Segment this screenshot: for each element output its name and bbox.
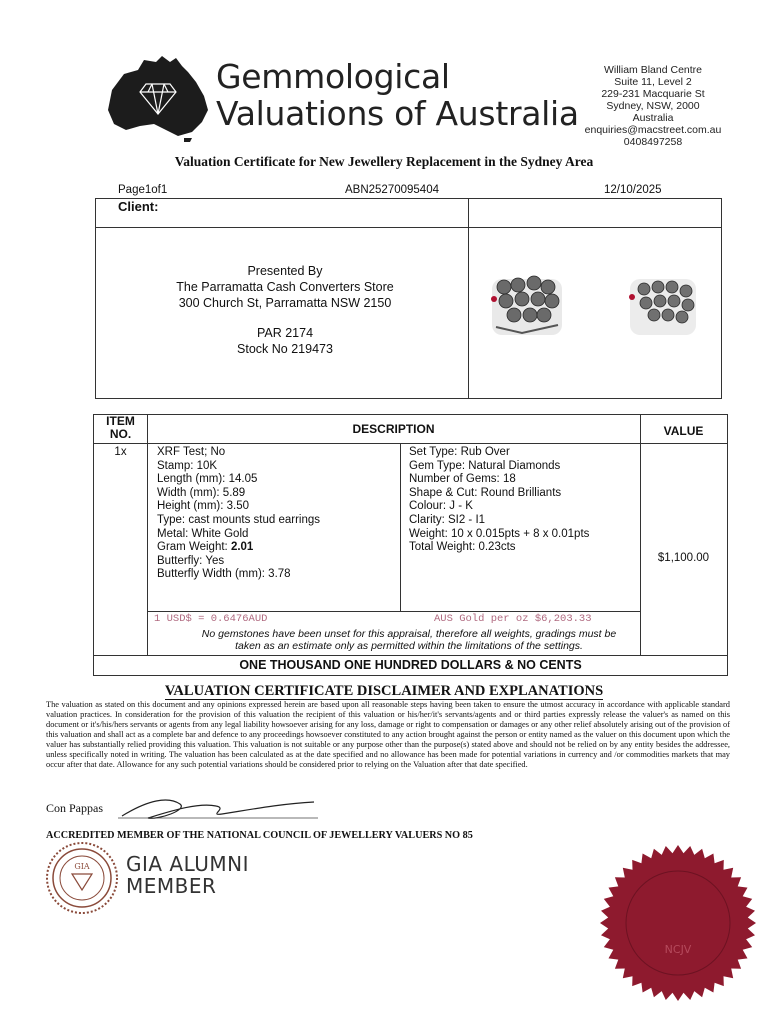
contact-line: Sydney, NSW, 2000 bbox=[606, 100, 700, 112]
desc-line: Length (mm): 14.05 bbox=[157, 473, 258, 486]
desc-line: Width (mm): 5.89 bbox=[157, 486, 246, 499]
disclaimer-title-text: VALUATION CERTIFICATE DISCLAIMER AND EXPLANATIONS bbox=[164, 683, 604, 699]
header-value: VALUE bbox=[663, 424, 704, 438]
client-box bbox=[95, 198, 722, 399]
header-item: ITEM bbox=[106, 414, 135, 428]
item-table bbox=[93, 414, 728, 676]
contact-line: Suite 11, Level 2 bbox=[614, 76, 692, 88]
earring-right-icon bbox=[629, 279, 696, 335]
presented-by: Presented By bbox=[247, 264, 323, 278]
store-address: 300 Church St, Parramatta NSW 2150 bbox=[178, 296, 392, 310]
red-wax-seal-icon bbox=[598, 843, 758, 1003]
item-qty: 1x bbox=[114, 446, 127, 458]
desc-line: Butterfly Width (mm): 3.78 bbox=[157, 568, 291, 581]
desc-line: Butterfly: Yes bbox=[157, 554, 225, 567]
description-right bbox=[409, 446, 589, 555]
australia-map-logo-icon bbox=[104, 52, 212, 142]
desc-line: Number of Gems: 18 bbox=[409, 473, 516, 486]
gemstone-note bbox=[149, 628, 669, 652]
accreditation: ACCREDITED MEMBER OF THE NATIONAL COUNCIL OF JEWELLERY VALUERS NO 85 bbox=[46, 830, 473, 841]
page-number: Page1of1 bbox=[118, 184, 168, 196]
note-line-1: No gemstones have been unset for this appraisal, therefore all weights, gradings must be bbox=[201, 628, 617, 640]
valuer-name: Con Pappas bbox=[46, 801, 103, 815]
gia-alumni-text bbox=[126, 853, 249, 897]
desc-line: Type: cast mounts stud earrings bbox=[157, 513, 320, 526]
client-header-row bbox=[96, 199, 721, 228]
desc-line: Gem Type: Natural Diamonds bbox=[409, 459, 561, 472]
red-seal-text: NCJV bbox=[664, 943, 692, 956]
certificate-title: Valuation Certificate for New Jewellery Replacement in the Sydney Area bbox=[174, 154, 594, 169]
table-footer-line bbox=[147, 611, 640, 612]
earrings-photo bbox=[482, 257, 712, 357]
desc-line: Total Weight: 0.23cts bbox=[409, 541, 516, 554]
gia-seal-text: GIA bbox=[74, 862, 90, 871]
desc-line: Shape & Cut: Round Brilliants bbox=[409, 486, 562, 499]
contact-block bbox=[578, 64, 728, 148]
certificate-date: 12/10/2025 bbox=[604, 184, 662, 196]
note-line-2: taken as an estimate only as permitted within the limitations of the settings. bbox=[235, 640, 583, 652]
header-description: DESCRIPTION bbox=[352, 422, 435, 436]
desc-line: Colour: J - K bbox=[409, 500, 473, 513]
par-number: PAR 2174 bbox=[256, 326, 314, 340]
table-sum-line bbox=[94, 655, 727, 656]
contact-line: 229-231 Macquarie St bbox=[601, 88, 705, 100]
abn: ABN25270095404 bbox=[345, 184, 439, 196]
brand-line-1: Gemmological bbox=[216, 57, 450, 96]
desc-line: Height (mm): 3.50 bbox=[157, 500, 250, 513]
table-col-2 bbox=[400, 443, 401, 611]
item-value: $1,100.00 bbox=[657, 552, 710, 564]
header-no: NO. bbox=[109, 427, 132, 441]
gia-seal-icon bbox=[44, 840, 120, 916]
contact-email: enquiries@macstreet.com.au bbox=[584, 124, 722, 136]
desc-line: Weight: 10 x 0.015pts + 8 x 0.01pts bbox=[409, 527, 590, 540]
disclaimer-body: The valuation as stated on this document and any opinions expressed herein are based upon all reasonable steps having been taken to ensure the utmost accuracy in accordance with applicable standard valuation practices. In consideration for the provision of this valuation the recipient of this valuation or his/her/it's servants/agents and or third parties expressly release the valuer's as named on this document or it's/his/hers servants or agents from any legal liability howsoever arising for any loss, damage or right to compensation or damages or any other relief absolutely arising out of the provision of this valuation and shall act as a complete bar and defence to any proceedings howsoever constituted to any action brought against the person or entity named as the valuer on this document upon which the valuer has substantially relied providing this valuation. This valuation is not suitable or any purpose other than the purpose(s) stated above and should not be relied on by any entity besides the addressee, unless specifically noted in writing. The valuation has been calculated as at the date specified and no allowance has been made for potential variations in currency and /or commodities markets that may occur after that date. Allowance for any such potential variations should be considered prior to relying on the Valuation after that date specified. bbox=[46, 700, 730, 769]
gram-label: Gram Weight: bbox=[157, 541, 228, 554]
table-col-1 bbox=[147, 415, 148, 655]
desc-line: Stamp: 10K bbox=[157, 459, 218, 472]
stock-number: Stock No 219473 bbox=[237, 342, 333, 356]
brand-line-2: Valuations of Australia bbox=[216, 94, 579, 133]
gia-line-1: GIA ALUMNI bbox=[126, 852, 250, 876]
table-col-3 bbox=[640, 415, 641, 655]
signature bbox=[118, 790, 318, 826]
gia-line-2: MEMBER bbox=[126, 874, 217, 898]
client-divider bbox=[468, 199, 469, 398]
amount-in-words: ONE THOUSAND ONE HUNDRED DOLLARS & NO CENTS bbox=[239, 658, 582, 672]
brand-name bbox=[216, 58, 579, 132]
header-item-no bbox=[94, 415, 147, 441]
table-header-line bbox=[94, 443, 727, 444]
disclaimer-title bbox=[0, 683, 768, 700]
contact-phone: 0408497258 bbox=[623, 136, 683, 148]
exchange-rate: 1 USD$ = 0.6476AUD bbox=[154, 613, 268, 625]
store-name: The Parramatta Cash Converters Store bbox=[176, 280, 394, 294]
gram-value: 2.01 bbox=[230, 541, 254, 554]
desc-line: Clarity: SI2 - I1 bbox=[409, 513, 486, 526]
gram-weight-line bbox=[157, 541, 320, 555]
client-label: Client: bbox=[118, 199, 159, 214]
desc-line: Metal: White Gold bbox=[157, 527, 249, 540]
earring-left-icon bbox=[491, 276, 562, 335]
desc-line: Set Type: Rub Over bbox=[409, 446, 510, 458]
gold-price: AUS Gold per oz $6,203.33 bbox=[434, 613, 592, 625]
contact-line: Australia bbox=[632, 112, 674, 124]
presenter-block bbox=[140, 263, 430, 357]
description-left bbox=[157, 446, 320, 582]
desc-line: XRF Test; No bbox=[157, 446, 226, 458]
contact-line: William Bland Centre bbox=[603, 64, 703, 76]
